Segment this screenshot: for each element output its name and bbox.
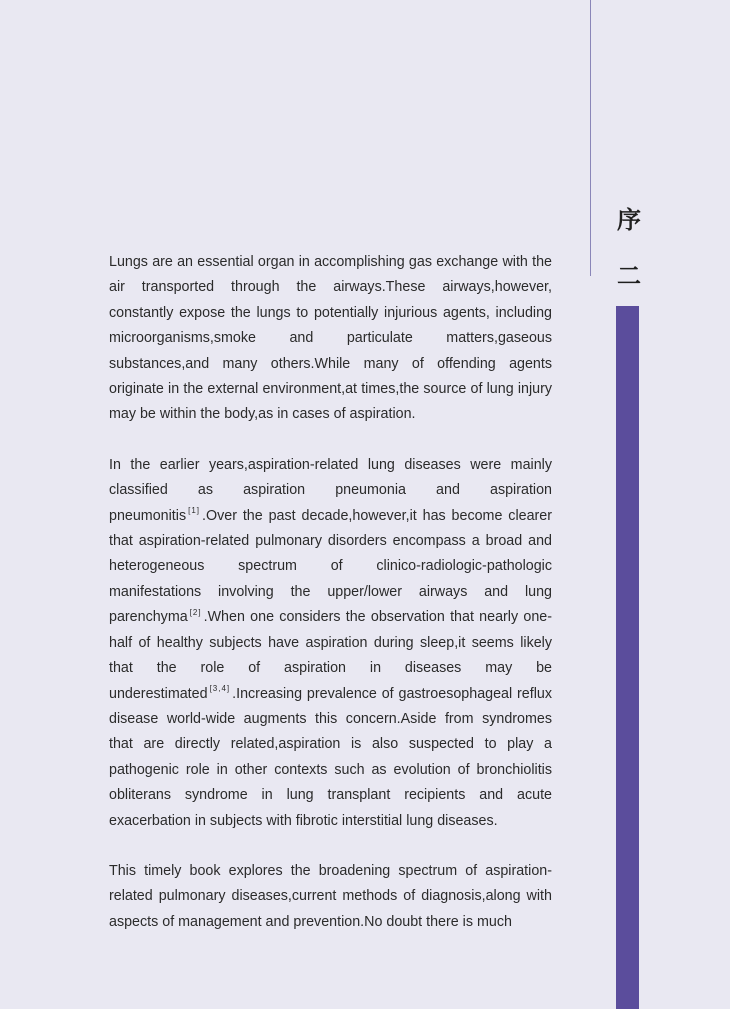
paragraph-1: Lungs are an essential organ in accomplishing gas exchange with the air transported through the airways.These airways,however, constantly expose the lungs to potentially injurious agents, including microorganisms,smoke and particulate matters,gaseous substances,and many others.While many of offending agents originate in the external environment,at times,the source of lung injury may be within the body,as in cases of aspiration.: [109, 254, 552, 423]
paragraph-3: This timely book explores the broadening spectrum of aspiration-related pulmonary diseases,current methods of diagnosis,along with aspects of management and prevention.No doubt there is much: [109, 862, 552, 930]
citation-ref-3: [3,4]: [209, 684, 231, 694]
vertical-divider-line: [590, 0, 591, 276]
citation-ref-1: [1]: [188, 506, 200, 516]
sidebar-accent-bar: [616, 306, 639, 1009]
paragraph-2: [109, 453, 552, 834]
section-title-char-1: 序: [617, 206, 641, 234]
paragraph-2-segment-2: .Over the past decade,however,it has become clearer that aspiration-related pulmonary disorders encompass a broad and heterogeneous spectrum of clinico-radiologic-pathologic manifestations involving the upper/lower airways and lung parenchyma: [109, 507, 552, 626]
body-text: [109, 250, 552, 960]
paragraph-2-segment-1: In the earlier years,aspiration-related lung diseases were mainly classified as aspiration pneumonia and aspiration pneumonitis: [109, 456, 552, 524]
paragraph-2-segment-4: .Increasing prevalence of gastroesophageal reflux disease world-wide augments this concern.Aside from syndromes that are directly related,aspiration is also suspected to play a pathogenic role in other contexts such as evolution of bronchiolitis obliterans syndrome in lung transplant recipients and acute exacerbation in subjects with fibrotic interstitial lung diseases.: [109, 685, 552, 829]
section-title-char-2: 二: [617, 262, 641, 290]
citation-ref-2: [2]: [189, 607, 202, 617]
paragraph-2-segment-3: .When one considers the observation that nearly one-half of healthy subjects have aspiration during sleep,it seems likely that the role of aspiration in diseases may be underestimated: [109, 609, 552, 702]
section-title: [612, 192, 646, 304]
